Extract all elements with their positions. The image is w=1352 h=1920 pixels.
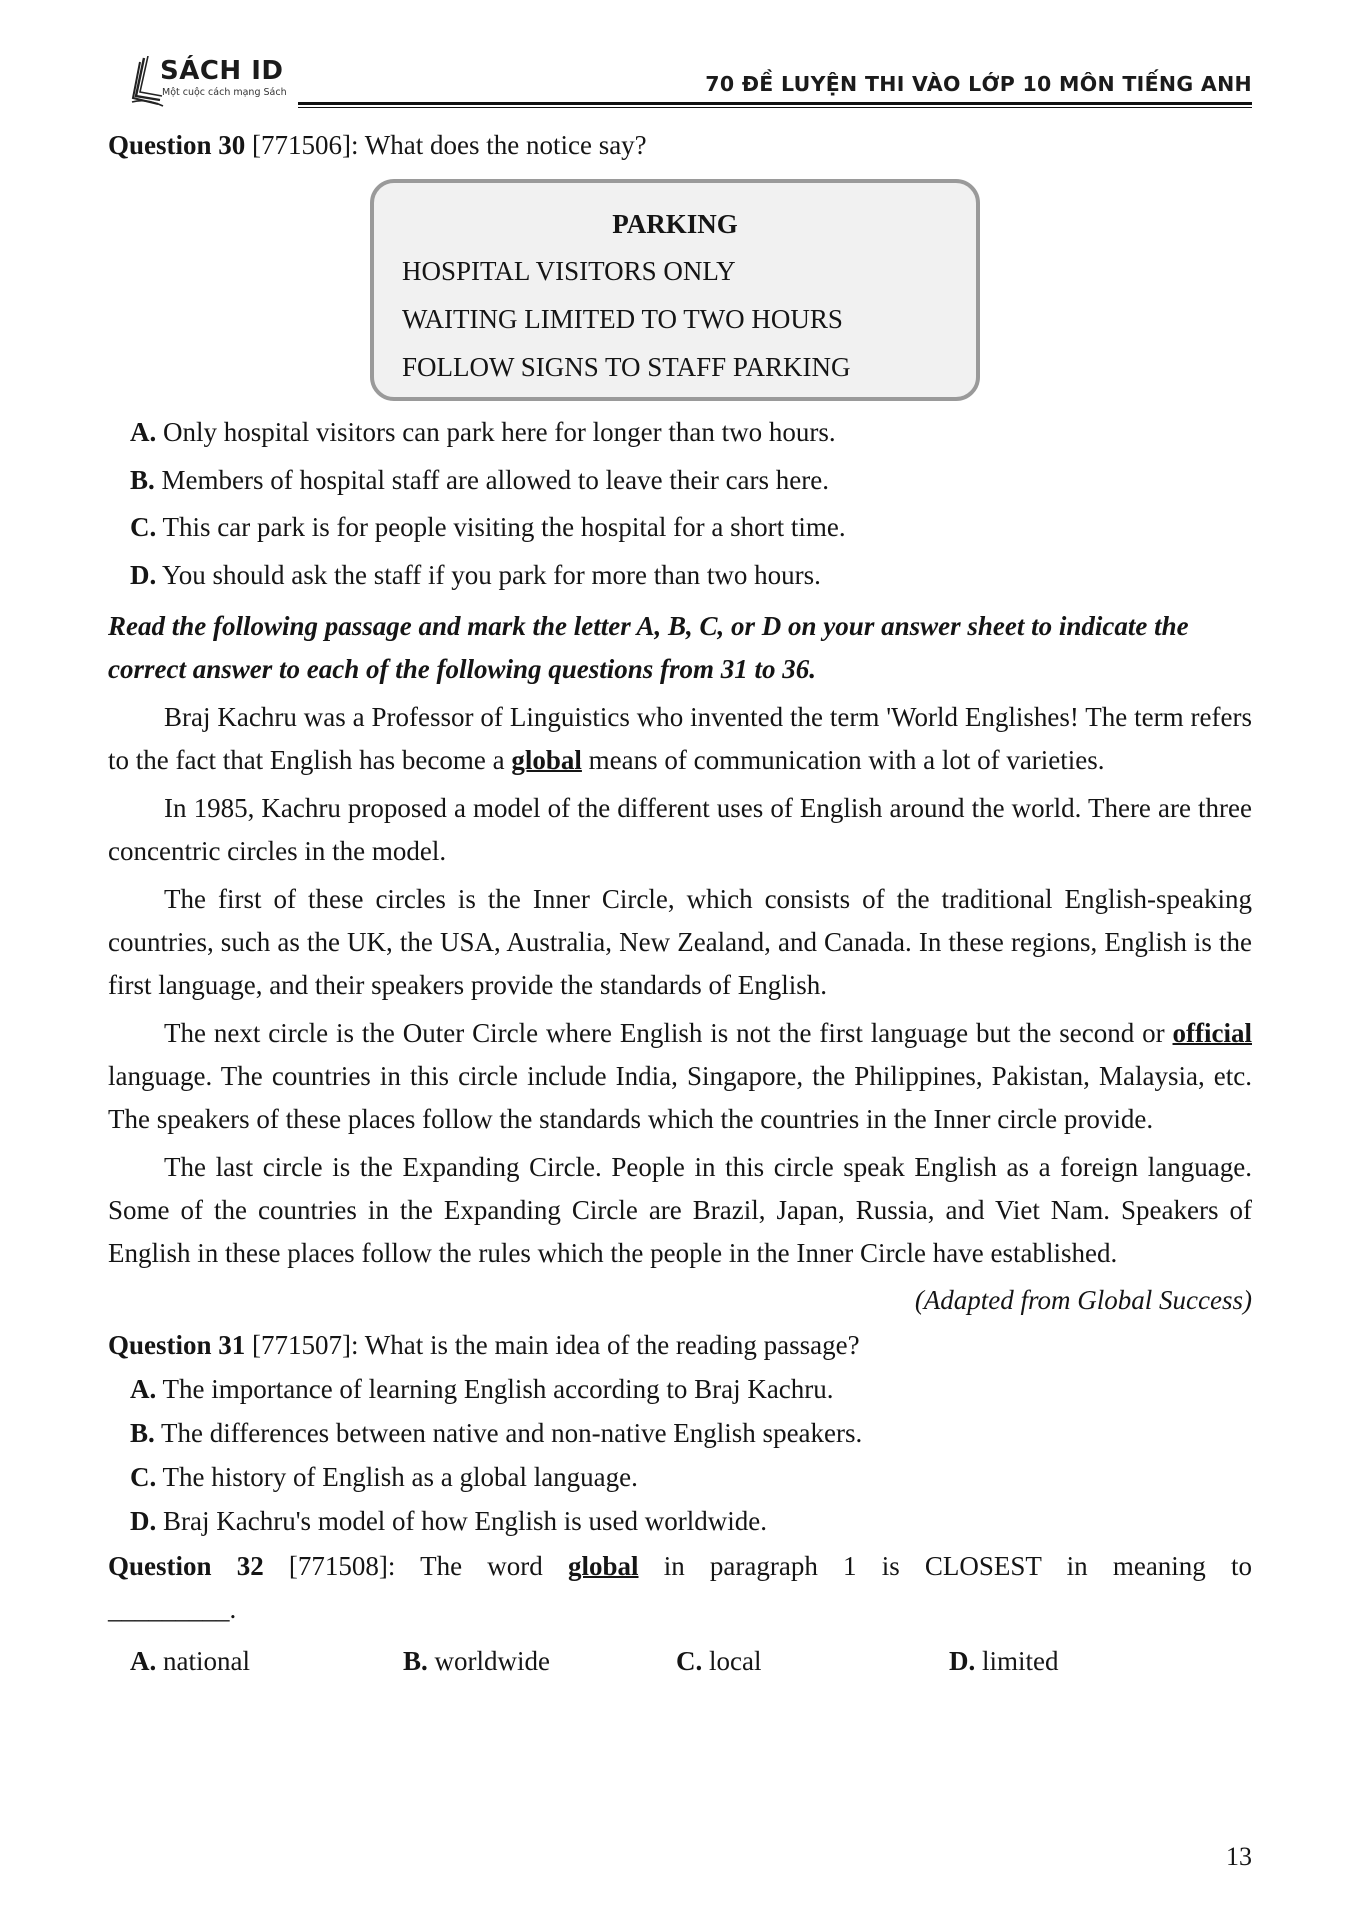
option-text: The importance of learning English according to Braj Kachru. — [156, 1374, 834, 1404]
option-text: Only hospital visitors can park here for longer than two hours. — [156, 417, 836, 447]
option-letter: D. — [130, 1506, 157, 1536]
option-b[interactable] — [130, 457, 1252, 505]
notice-line: FOLLOW SIGNS TO STAFF PARKING — [402, 352, 851, 382]
option-d[interactable] — [130, 552, 1252, 600]
reading-instruction: Read the following passage and mark the letter A, B, C, or D on your answer sheet to indicate the correct answer to each of the following questions from 31 to 36. — [108, 611, 1189, 684]
option-letter: C. — [130, 1462, 157, 1492]
option-letter: B. — [130, 464, 155, 495]
question-30-label: Question 30 — [108, 130, 246, 160]
option-letter: A. — [130, 1374, 157, 1404]
question-31-text: : What is the main idea of the reading passage? — [351, 1330, 860, 1360]
option-a[interactable] — [130, 409, 1252, 457]
option-b[interactable] — [403, 1637, 676, 1685]
passage-source: (Adapted from Global Success) — [914, 1285, 1252, 1315]
keyword-global: global — [567, 1551, 639, 1581]
option-letter: D. — [130, 559, 157, 590]
option-d[interactable] — [949, 1637, 1222, 1685]
option-text: The history of English as a global language. — [156, 1462, 638, 1492]
keyword-global: global — [511, 745, 582, 775]
option-letter: C. — [676, 1646, 703, 1676]
passage-paragraph-5: The last circle is the Expanding Circle. People in this circle speak English as a foreign language. Some of the countries in the Expanding Circle are Brazil, Japan, Russia, and Viet Nam. Speakers of English in these places follow the rules which the people in the Inner Circle have established. — [108, 1152, 1252, 1268]
notice-line: WAITING LIMITED TO TWO HOURS — [402, 304, 843, 334]
option-a[interactable] — [130, 1367, 1252, 1411]
parking-notice — [370, 179, 980, 401]
option-text: Braj Kachru's model of how English is used worldwide. — [156, 1506, 768, 1536]
question-31-stem — [108, 1324, 1252, 1367]
option-text: worldwide — [427, 1646, 550, 1676]
option-text: The differences between native and non-native English speakers. — [154, 1418, 863, 1448]
book-logo-icon — [130, 56, 164, 108]
page-header — [106, 52, 1252, 112]
question-31-options — [108, 1367, 1252, 1543]
option-letter: B. — [130, 1418, 155, 1448]
text: Braj Kachru was a Professor of Linguistics who invented the term 'World Englishes! The term refers to the fact that English has become a — [108, 702, 1252, 775]
logo-name: SÁCH ID — [160, 56, 284, 86]
notice-line: HOSPITAL VISITORS ONLY — [402, 256, 736, 286]
page-content — [108, 122, 1252, 1685]
notice-title: PARKING — [612, 209, 738, 239]
page-number: 13 — [1226, 1842, 1252, 1871]
option-d[interactable] — [130, 1499, 1252, 1543]
option-letter: C. — [130, 512, 157, 542]
question-32-stem — [108, 1545, 1252, 1588]
question-31-label: Question 31 — [108, 1330, 246, 1360]
question-32-options — [108, 1637, 1252, 1685]
header-divider — [298, 102, 1252, 108]
question-30-options — [108, 409, 1252, 599]
option-letter: D. — [949, 1646, 976, 1676]
option-text: This car park is for people visiting the hospital for a short time. — [156, 512, 846, 542]
text: in paragraph 1 is CLOSEST in meaning to — [638, 1551, 1252, 1581]
keyword-official: official — [1172, 1018, 1252, 1048]
option-c[interactable] — [676, 1637, 949, 1685]
option-letter: B. — [403, 1646, 428, 1676]
answer-blank: _________. — [108, 1594, 237, 1624]
option-text: national — [156, 1646, 250, 1676]
question-30-code: [771506] — [252, 130, 352, 160]
passage-paragraph-2: In 1985, Kachru proposed a model of the different uses of English around the world. There are three concentric circles in the model. — [108, 793, 1252, 866]
text: means of communication with a lot of varieties. — [581, 745, 1105, 775]
option-c[interactable] — [130, 504, 1252, 552]
passage-paragraph-4 — [108, 1012, 1252, 1141]
option-letter: A. — [130, 417, 157, 447]
option-a[interactable] — [130, 1637, 403, 1685]
passage-paragraph-3: The first of these circles is the Inner Circle, which consists of the traditional English-speaking countries, such as the UK, the USA, Australia, New Zealand, and Canada. In these regions, English is the first language, and their speakers provide the standards of English. — [108, 884, 1252, 1000]
text: : The word — [387, 1551, 568, 1581]
option-c[interactable] — [130, 1455, 1252, 1499]
logo-tagline: Một cuộc cách mạng Sách — [162, 87, 287, 98]
text: The next circle is the Outer Circle where English is not the first language but the second or — [164, 1018, 1173, 1048]
option-text: Members of hospital staff are allowed to leave their cars here. — [154, 464, 830, 495]
question-30-text: : What does the notice say? — [351, 130, 647, 160]
question-30-stem — [108, 124, 1252, 167]
book-title: 70 ĐỀ LUYỆN THI VÀO LỚP 10 MÔN TIẾNG ANH — [705, 72, 1252, 96]
option-text: You should ask the staff if you park for more than two hours. — [156, 559, 821, 590]
sach-id-logo — [130, 56, 300, 108]
question-32-code: [771508] — [288, 1551, 388, 1581]
option-b[interactable] — [130, 1411, 1252, 1455]
question-31-code: [771507] — [252, 1330, 352, 1360]
option-text: local — [702, 1646, 762, 1676]
text: language. The countries in this circle include India, Singapore, the Philippines, Pakistan, Malaysia, etc. The speakers of these places follow the standards which the countries in the Inner circle provide. — [108, 1061, 1252, 1134]
passage-paragraph-1 — [108, 696, 1252, 782]
option-letter: A. — [130, 1646, 157, 1676]
question-32-label: Question 32 — [108, 1551, 264, 1581]
option-text: limited — [975, 1646, 1059, 1676]
